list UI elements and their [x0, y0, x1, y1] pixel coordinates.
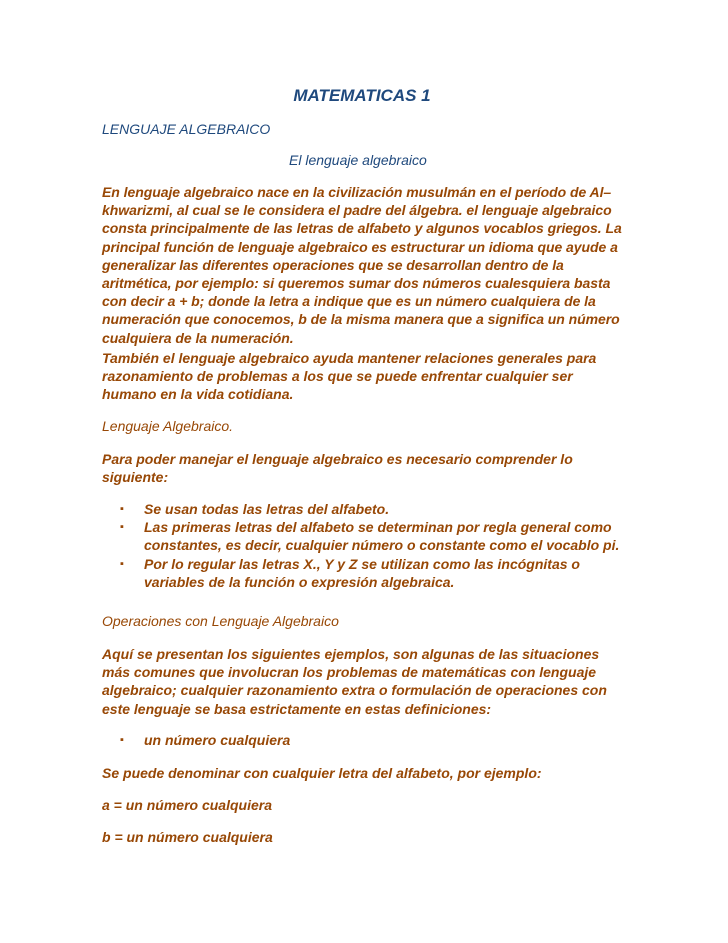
heading-lenguaje-algebraico: Lenguaje Algebraico. [102, 418, 234, 434]
example-a: a = un número cualquiera [102, 797, 272, 813]
bullet-list-definitions [102, 500, 642, 591]
list-item [102, 731, 632, 749]
section-heading: LENGUAJE ALGEBRAICO [102, 121, 271, 137]
paragraph-denominar: Se puede denominar con cualquier letra del alfabeto, por ejemplo: [102, 765, 542, 781]
list-item-text: un número cualquiera [144, 732, 291, 748]
list-item-text: Se usan todas las letras del alfabeto. [144, 501, 390, 517]
bullet-list-numero [102, 731, 632, 749]
example-b: b = un número cualquiera [102, 829, 273, 845]
paragraph-intro: En lenguaje algebraico nace en la civilización musulmán en el período de Al–khwarizmi, al cual se le considera el padre del álgebra. el lenguaje algebraico consta principalmente de las letras de alfabeto y algunos vocablos griegos. La principal función de lenguaje algebraico es estructurar un idioma que ayude a generalizar las diferentes operaciones que se desarrollan dentro de la aritmética, por ejemplo: si queremos sumar dos números cualesquiera basta con decir a + b; donde la letra a indique que es un número cualquiera de la numeración que conocemos, b de la misma manera que a significa un número cualquiera de la numeración. [102, 184, 622, 346]
list-item [102, 555, 642, 591]
page-title: MATEMATICAS 1 [293, 86, 431, 105]
centered-subtitle: El lenguaje algebraico [289, 152, 427, 168]
bullet-icon: ▪ [120, 557, 124, 570]
bullet-icon: ▪ [120, 734, 124, 746]
bullet-icon: ▪ [120, 503, 124, 515]
bullet-icon: ▪ [120, 521, 124, 534]
heading-operaciones: Operaciones con Lenguaje Algebraico [102, 613, 339, 629]
list-item-text: Las primeras letras del alfabeto se determinan por regla general como constantes, es decir, cualquier número o constante como el vocablo pi. [144, 519, 620, 554]
list-item-text: Por lo regular las letras X., Y y Z se utilizan como las incógnitas o variables de la función o expresión algebraica. [144, 555, 580, 590]
list-item [102, 500, 642, 518]
list-item [102, 518, 642, 554]
paragraph-ejemplos: Aquí se presentan los siguientes ejemplos, son algunas de las situaciones más comunes que involucran los problemas de matemáticas con lenguaje algebraico; cualquier razonamiento extra o formulación de operaciones con este lenguaje se basa estrictamente en estas definiciones: [102, 646, 607, 717]
paragraph-manejar: Para poder manejar el lenguaje algebraico es necesario comprender lo siguiente: [102, 451, 573, 486]
paragraph-relations: También el lenguaje algebraico ayuda mantener relaciones generales para razonamiento de problemas a los que se puede enfrentar cualquier ser humano en la vida cotidiana. [102, 350, 597, 403]
